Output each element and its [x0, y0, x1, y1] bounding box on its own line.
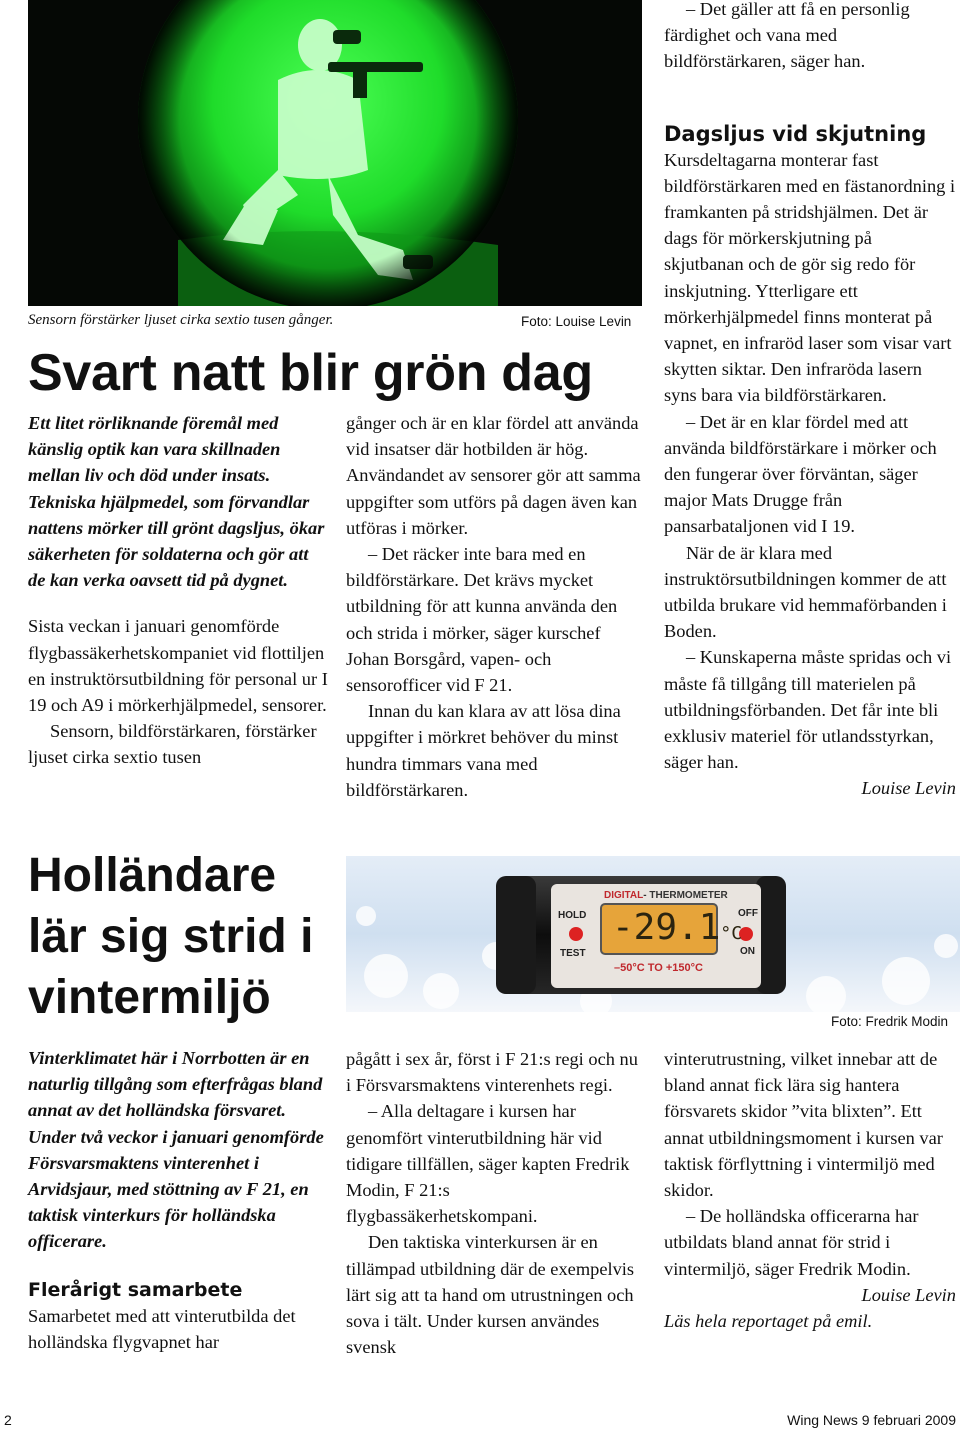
- section-subhead: Flerårigt samarbete: [28, 1278, 243, 1301]
- article-column-3: [664, 1046, 956, 1334]
- thermometer-brand: DIGITAL: [604, 890, 644, 901]
- article-column-2: [346, 1046, 644, 1360]
- article-headline: Svart natt blir grön dag: [28, 344, 593, 402]
- article-lead: Vinterklimatet här i Norrbotten är en naturlig tillgång som efterfrågas bland annat av det holländska försvaret. Under två veckor i januari genomförde Försvarsmaktens vinterenhet i Arvidsjaur, med stöttning av F 21, en taktisk vinterkurs för holländska officerare.: [28, 1048, 324, 1252]
- article-column-2: [346, 410, 644, 803]
- body-paragraph: Innan du kan klara av att lösa dina uppgifter i mörkret behöver du minst hundra timmars vana med bildförstärkaren.: [346, 701, 621, 800]
- article-headline: Holländare lär sig strid i vintermiljö: [28, 849, 314, 1024]
- body-paragraph: gånger och är en klar fördel att använda vid insatser där hotbilden är hög. Användandet av sensorer gör att samma uppgifter som utförs på dagen även kan utföras i mörker.: [346, 413, 641, 538]
- body-paragraph: Den taktiska vinterkursen är en tillämpad utbildning där de exempelvis lärt sig att ta hand om utrustningen och sova i tält. Under kursen användes svensk: [346, 1232, 635, 1358]
- body-paragraph: – Kunskaperna måste spridas och vi måste få tillgång till materielen på utbildningsförbanden. Det får inte bli exklusiv materiel för utlandsstyrkan, säger han.: [664, 647, 952, 773]
- thermometer-reading: [612, 906, 742, 956]
- body-paragraph: När de är klara med instruktörsutbildningen kommer de att utbilda brukare vid hemmaförbanden i Boden.: [664, 542, 947, 642]
- publication-footer: Wing News 9 februari 2009: [787, 1412, 956, 1428]
- article-column-1: [28, 410, 328, 771]
- photo-credit: Foto: Louise Levin: [521, 314, 632, 329]
- off-label: OFF: [738, 908, 758, 919]
- thermometer-brand-label: [604, 890, 728, 901]
- reading-value: -29.1: [612, 907, 721, 948]
- photo-credit: Foto: Fredrik Modin: [831, 1014, 949, 1029]
- body-paragraph: – Alla deltagare i kursen har genomfört vinterutbildning här vid tidigare tillfällen, säger kapten Fredrik Modin, F 21:s flygbassäkerhetskompani.: [346, 1101, 630, 1227]
- byline: Louise Levin: [861, 1284, 956, 1305]
- body-paragraph: pågått i sex år, först i F 21:s regi och nu i Försvarsmaktens vinterenhets regi.: [346, 1049, 638, 1096]
- body-paragraph: vinterutrustning, vilket innebar att de bland annat fick lära sig hantera försvarets skidor ”vita blixten”. Ett annat utbildningsmoment i kursen var taktisk förflyttning i vintermiljö med skidor.: [664, 1049, 943, 1201]
- thermometer-photo: [346, 856, 960, 1012]
- body-paragraph: – Det är en klar fördel med att använda bildförstärkare i mörker och den fungerar över förväntan, säger major Mats Drugge från pansarbataljonen vid I 19.: [664, 411, 937, 537]
- article-column-3: [664, 0, 956, 802]
- article-column-1: [28, 1045, 330, 1355]
- range-label: –50°C TO +150°C: [614, 962, 704, 974]
- thermometer-model: - THERMOMETER: [643, 890, 728, 901]
- page-number: 2: [4, 1412, 12, 1428]
- body-paragraph: – Det räcker inte bara med en bildförstärkare. Det krävs mycket utbildning för att kunna använda den och strida i mörker, säger kurschef Johan Borsgård, vapen- och sensorofficer vid F 21.: [346, 544, 618, 696]
- on-label: ON: [740, 946, 755, 957]
- body-paragraph: Sensorn, bildförstärkaren, förstärker ljuset cirka sextio tusen: [28, 721, 317, 768]
- body-paragraph: Kursdeltagarna monterar fast bildförstärkaren med en fästanordning i framkanten på stridshjälmen. Det är dags för mörkerskjutning på skjutbanan och de gör sig redo för inskjutning. Ytterligare ett mörkerhjälpmedel finns monterat på vapnet, en infraröd laser som visar vart skytten siktar. Den infraröda lasern syns bara via bildförstärkaren.: [664, 149, 956, 406]
- body-paragraph: Sista veckan i januari genomförde flygbassäkerhetskompaniet vid flottiljen en instruktörsutbildning för personal ur I 19 och A9 i mörkerhjälpmedel, sensorer.: [28, 616, 328, 716]
- night-vision-photo: [28, 0, 642, 306]
- article-lead: Ett litet rörliknande föremål med känslig optik kan vara skillnaden mellan liv och död under insats. Tekniska hjälpmedel, som förvandlar nattens mörker till grönt dagsljus, ökar säkerheten för soldaterna och gör att de kan verka oavsett tid på dygnet.: [28, 413, 325, 591]
- reading-unit: °C: [720, 923, 743, 944]
- hold-label: HOLD: [558, 910, 587, 921]
- read-more: Läs hela reportaget på emil.: [664, 1311, 873, 1332]
- body-paragraph: Samarbetet med att vinterutbilda det holländska flygvapnet har: [28, 1305, 296, 1352]
- test-label: TEST: [560, 948, 586, 959]
- body-paragraph: – Det gäller att få en personlig färdighet och vana med bildförstärkaren, säger han.: [664, 0, 910, 72]
- byline: Louise Levin: [861, 778, 956, 799]
- photo-caption: Sensorn förstärker ljuset cirka sextio tusen gånger.: [28, 312, 334, 328]
- body-paragraph: – De holländska officerarna har utbildats bland annat för strid i vintermiljö, säger Fredrik Modin.: [664, 1206, 919, 1279]
- section-subhead: Dagsljus vid skjutning: [664, 121, 927, 146]
